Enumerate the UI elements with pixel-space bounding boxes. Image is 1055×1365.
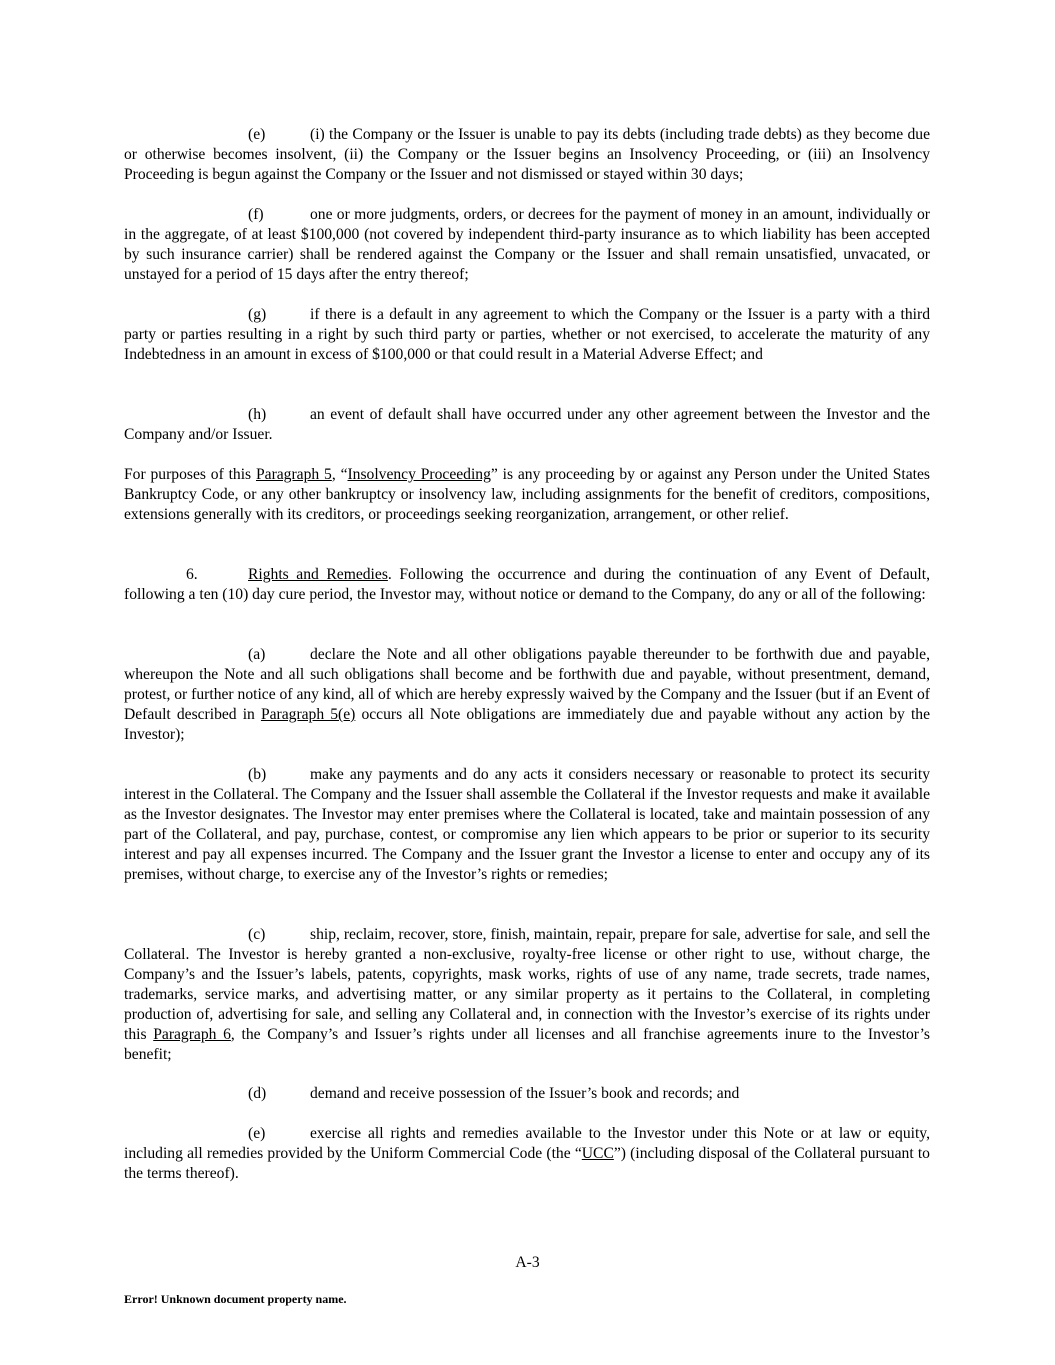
remedy-b <box>124 765 930 885</box>
definition-text: , “ <box>331 466 348 483</box>
clause-text: demand and receive possession of the Issuer’s book and records; and <box>310 1085 740 1102</box>
clause-g-default <box>124 305 930 365</box>
section-heading: Rights and Remedies <box>248 566 388 583</box>
definition-text: ” is any proceeding by or against any Person under the United States Bankruptcy Code, or any other bankruptcy or insolvency law, including assignments for the benefit of creditors, compositions, extensions generally with its creditors, or proceedings seeking reorganization, arrangement, or other relief. <box>124 466 930 523</box>
clause-label: (g) <box>248 306 267 323</box>
clause-label: (c) <box>248 926 266 943</box>
definition-paragraph <box>124 465 930 525</box>
clause-text: , the Company’s and Issuer’s rights under all licenses and all franchise agreements inure to the Investor’s benefit; <box>124 1026 930 1063</box>
clause-f-judgments <box>124 205 930 285</box>
clause-text: ship, reclaim, recover, store, finish, maintain, repair, prepare for sale, advertise for sale, and sell the Collateral. The Investor is hereby granted a non-exclusive, royalty-free license or other right to use, without charge, the Company’s and the Issuer’s labels, patents, copyrights, mask works, rights of use of any name, trade secrets, trade names, trademarks, service marks, and advertising matter, or any similar property as it pertains to the Collateral, in completing production of, advertising for sale, and selling any Collateral and, in connection with the Investor’s exercise of its rights under this <box>124 926 930 1043</box>
section-text: . Following the occurrence and during the continuation of any Event of Default, following a ten (10) day cure period, the Investor may, without notice or demand to the Company, do any or all of the following: <box>124 566 930 603</box>
remedy-a <box>124 645 930 745</box>
page-number: A-3 <box>515 1254 540 1271</box>
clause-text: ”) (including disposal of the Collateral pursuant to the terms thereof). <box>124 1145 930 1182</box>
ucc-term: UCC <box>581 1145 614 1162</box>
clause-e-insolvency <box>124 125 930 185</box>
clause-label: (f) <box>248 206 264 223</box>
paragraph-5e-reference: Paragraph 5(e) <box>260 706 356 723</box>
remedy-c <box>124 925 930 1065</box>
remedy-d <box>124 1084 930 1104</box>
section-6-rights-and-remedies <box>124 565 930 605</box>
footer-error-text: Error! Unknown document property name. <box>124 1292 347 1306</box>
clause-text: occurs all Note obligations are immediately due and payable without any action by the Investor); <box>124 706 931 743</box>
clause-text: if there is a default in any agreement to which the Company or the Issuer is a party with a third party or parties resulting in a right by such third party or parties, whether or not exercised, to accelerate the maturity of any Indebtedness in an amount in excess of $100,000 or that could result in a Material Adverse Effect; and <box>124 306 930 363</box>
clause-text: an event of default shall have occurred under any other agreement between the Investor and the Company and/or Issuer. <box>124 406 930 443</box>
clause-label: (d) <box>248 1085 267 1102</box>
clause-h-other-default <box>124 405 930 445</box>
clause-text: exercise all rights and remedies available to the Investor under this Note or at law or equity, including all remedies provided by the Uniform Commercial Code (the “ <box>124 1125 930 1162</box>
clause-label: (h) <box>248 406 267 423</box>
clause-text: (i) the Company or the Issuer is unable to pay its debts (including trade debts) as they become due or otherwise becomes insolvent, (ii) the Company or the Issuer begins an Insolvency Proceeding, or (iii) an Insolvency Proceeding is begun against the Company or the Issuer and not dismissed or stayed within 30 days; <box>124 126 930 183</box>
paragraph-6-reference: Paragraph 6 <box>153 1026 231 1043</box>
clause-label: (a) <box>248 646 266 663</box>
clause-text: make any payments and do any acts it considers necessary or reasonable to protect its security interest in the Collateral. The Company and the Issuer shall assemble the Collateral if the Investor requests and make it available as the Investor designates. The Investor may enter premises where the Collateral is located, take and maintain possession of any part of the Collateral, and pay, purchase, contest, or compromise any lien which appears to be prior or superior to its security interest and pay all expenses incurred. The Company and the Issuer grant the Investor a license to enter and occupy any of its premises, without charge, to exercise any of the Investor’s rights or remedies; <box>124 766 930 883</box>
clause-text: one or more judgments, orders, or decrees for the payment of money in an amount, individually or in the aggregate, of at least $100,000 (not covered by independent third-party insurance as to which liability has been accepted by such insurance carrier) shall be rendered against the Company or the Issuer and shall remain unsatisfied, unvacated, or unstayed for a period of 15 days after the entry thereof; <box>124 206 930 283</box>
clause-text: declare the Note and all other obligations payable thereunder to be forthwith due and payable, whereupon the Note and all such obligations shall become and be forthwith due and payable, without presentment, demand, protest, or further notice of any kind, all of which are hereby expressly waived by the Company and the Issuer (but if an Event of Default described in <box>124 646 930 723</box>
remedy-e <box>124 1124 930 1184</box>
definition-text: For purposes of this <box>124 466 256 483</box>
paragraph-5-reference: Paragraph 5 <box>255 466 332 483</box>
section-number: 6. <box>186 566 198 583</box>
insolvency-proceeding-term: Insolvency Proceeding <box>347 466 491 483</box>
clause-label: (b) <box>248 766 267 783</box>
clause-label: (e) <box>248 1125 266 1142</box>
clause-label: (e) <box>248 126 266 143</box>
